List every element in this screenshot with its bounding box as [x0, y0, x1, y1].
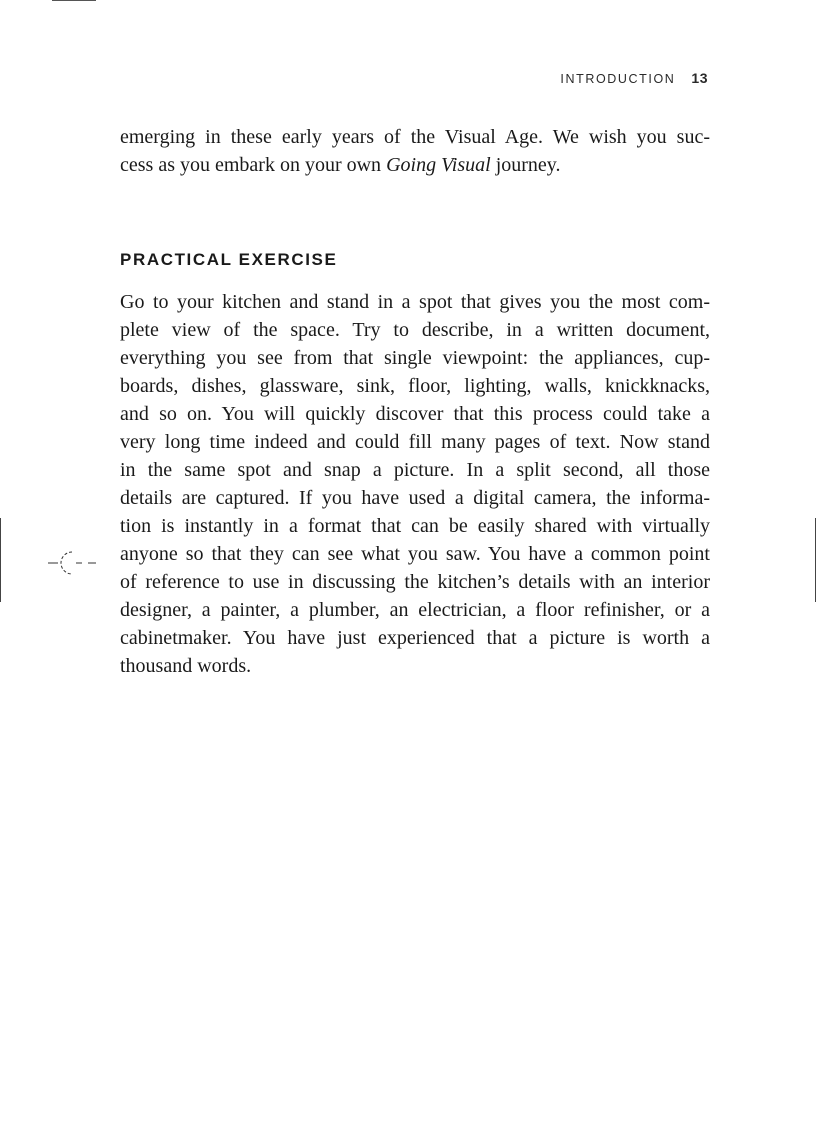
text-line: cabinetmaker. You have just experienced that a picture is worth a: [120, 627, 710, 649]
text-line: plete view of the space. Try to describe, in a written document,: [120, 319, 710, 341]
text-fragment: journey.: [495, 154, 561, 176]
text-line: of reference to use in discussing the kitchen’s details with an interior: [120, 571, 710, 593]
text-line: Go to your kitchen and stand in a spot that gives you the most com-: [120, 291, 710, 313]
running-head: [560, 70, 708, 86]
text-line: in the same spot and snap a picture. In a split second, all those: [120, 459, 710, 481]
text-line: designer, a painter, a plumber, an electrician, a floor refinisher, or a: [120, 599, 710, 621]
registration-mark-icon: [48, 550, 98, 576]
section-title: INTRODUCTION: [560, 72, 676, 86]
text-line: boards, dishes, glassware, sink, floor, lighting, walls, knickknacks,: [120, 375, 710, 397]
section-heading: PRACTICAL EXERCISE: [120, 250, 338, 269]
intro-paragraph: [120, 123, 710, 179]
crop-mark-left: [0, 518, 1, 602]
text-line: details are captured. If you have used a digital camera, the informa-: [120, 487, 710, 509]
exercise-paragraph: [120, 288, 710, 680]
text-line: emerging in these early years of the Visual Age. We wish you suc-: [120, 126, 710, 148]
book-title: Going Visual: [386, 154, 491, 176]
crop-mark-top: [52, 0, 96, 1]
text-fragment: cess as you embark on your own: [120, 154, 382, 176]
text-line: tion is instantly in a format that can be easily shared with virtually: [120, 515, 710, 537]
text-line: [120, 151, 710, 179]
text-line: everything you see from that single viewpoint: the appliances, cup-: [120, 347, 710, 369]
page-number: 13: [691, 70, 708, 86]
text-line: and so on. You will quickly discover that this process could take a: [120, 403, 710, 425]
text-line: anyone so that they can see what you saw. You have a common point: [120, 543, 710, 565]
text-line: thousand words.: [120, 655, 252, 677]
text-line: very long time indeed and could fill many pages of text. Now stand: [120, 431, 710, 453]
